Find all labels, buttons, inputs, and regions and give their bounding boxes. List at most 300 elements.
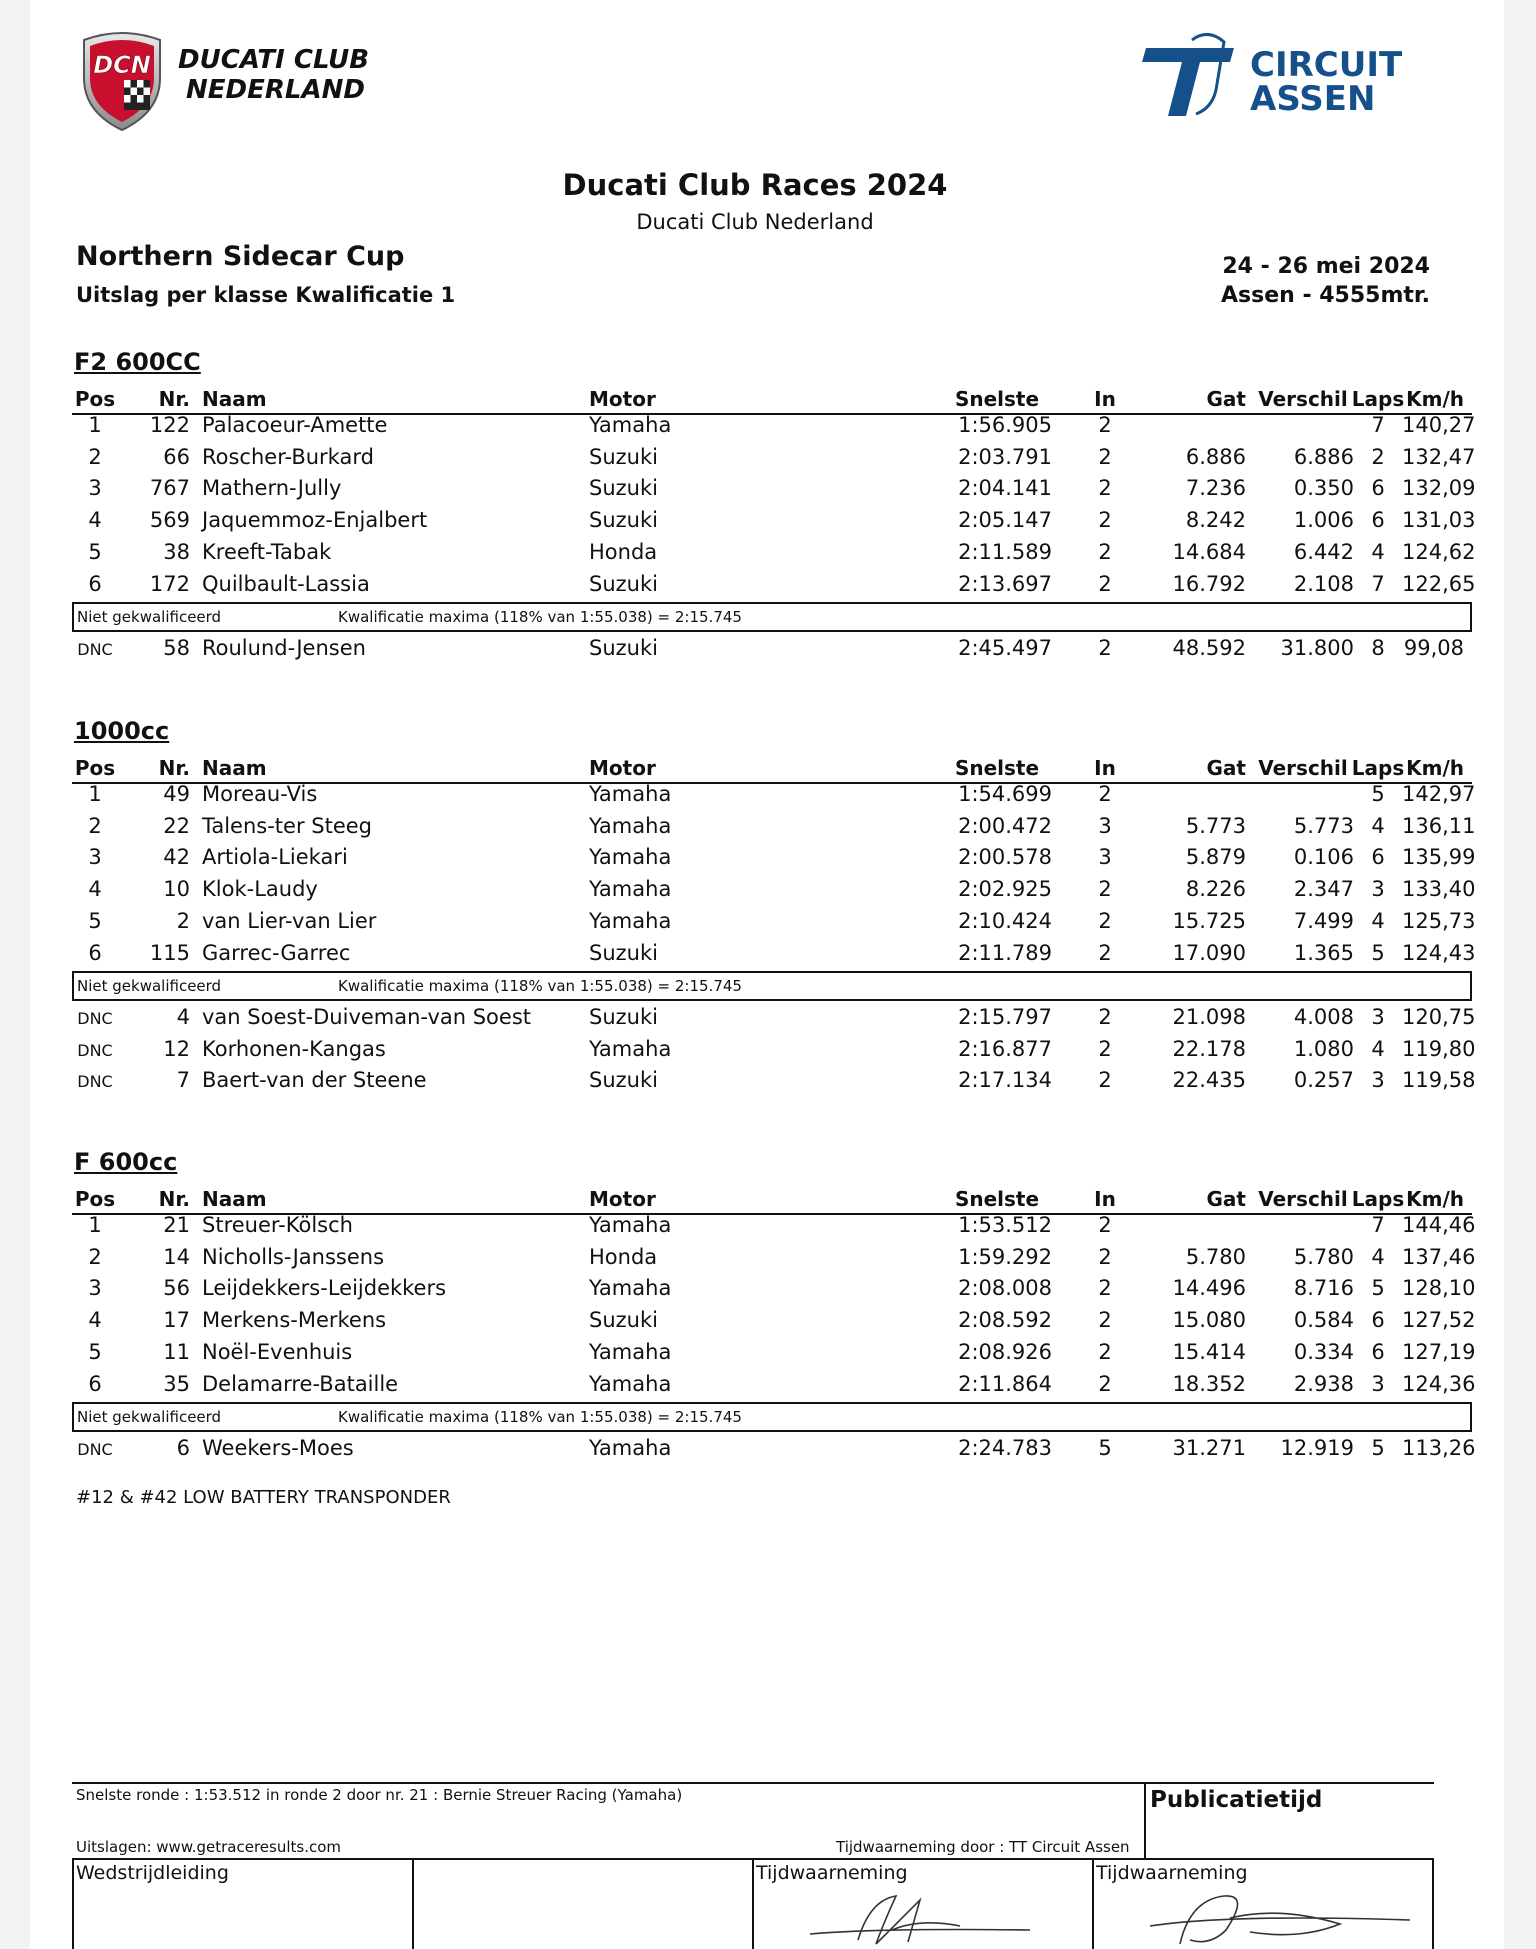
row-nr: 17	[163, 1308, 190, 1333]
row-verschil: 7.499	[1293, 908, 1354, 933]
row-motor: Suzuki	[589, 508, 658, 533]
row-motor: Suzuki	[589, 636, 658, 660]
row-naam: Talens-ter Steeg	[202, 813, 372, 838]
table-row	[72, 940, 1476, 973]
row-naam: Merkens-Merkens	[202, 1308, 387, 1333]
row-pos: 6	[88, 1371, 102, 1396]
row-in: 2	[1098, 636, 1112, 660]
event-title: Ducati Club Races 2024	[562, 168, 948, 202]
row-nr: 569	[149, 508, 190, 533]
row-motor: Yamaha	[589, 908, 672, 933]
col-verschil: Verschil	[1258, 387, 1348, 411]
footer-top-rule	[72, 1782, 1434, 1784]
row-gat: 22.178	[1172, 1036, 1246, 1061]
row-pos: 2	[88, 1244, 102, 1269]
row-gat: 31.271	[1172, 1436, 1246, 1460]
row-pos: 4	[88, 508, 102, 533]
row-in: 2	[1098, 508, 1112, 533]
row-nr: 35	[163, 1371, 190, 1396]
row-pos: 5	[88, 908, 102, 933]
row-snelste: 2:16.877	[958, 1036, 1052, 1061]
row-in: 2	[1098, 782, 1112, 806]
row-in: 3	[1098, 813, 1112, 838]
row-gat: 21.098	[1172, 1005, 1246, 1029]
col-gat: Gat	[1206, 387, 1246, 411]
row-pos: 4	[88, 1308, 102, 1333]
row-naam: van Lier-van Lier	[202, 908, 377, 933]
row-snelste: 2:11.589	[958, 539, 1052, 564]
table-row	[72, 413, 1476, 445]
row-motor: Suzuki	[589, 1005, 658, 1029]
row-motor: Yamaha	[589, 413, 672, 437]
row-pos: DNC	[77, 1072, 113, 1092]
row-kmh: 122,65	[1402, 571, 1476, 596]
table-row	[72, 1308, 1476, 1340]
row-kmh: 133,40	[1402, 877, 1476, 902]
row-laps: 4	[1371, 1036, 1385, 1061]
row-naam: Kreeft-Tabak	[202, 539, 332, 564]
row-laps: 6	[1371, 845, 1385, 870]
row-pos: 6	[88, 571, 102, 596]
row-motor: Suzuki	[589, 476, 658, 501]
row-laps: 8	[1371, 636, 1385, 660]
box-wedstrijdleiding: Wedstrijdleiding	[76, 1862, 229, 1884]
row-kmh: 140,27	[1402, 413, 1476, 437]
row-snelste: 2:05.147	[958, 508, 1052, 533]
row-verschil: 5.780	[1293, 1244, 1354, 1269]
row-gat: 15.080	[1172, 1308, 1246, 1333]
dcn-line1: DUCATI CLUB	[178, 45, 370, 75]
row-kmh: 124,36	[1402, 1371, 1476, 1396]
table-row	[72, 1005, 1476, 1037]
col-naam: Naam	[202, 756, 267, 780]
row-kmh: 142,97	[1402, 782, 1476, 806]
col-naam: Naam	[202, 1187, 267, 1211]
results-url: Uitslagen: www.getraceresults.com	[76, 1838, 341, 1856]
tt-circuit-assen-logo	[1138, 28, 1440, 124]
row-laps: 5	[1371, 940, 1385, 965]
col-verschil: Verschil	[1258, 756, 1348, 780]
row-verschil: 0.257	[1293, 1068, 1354, 1093]
results-page	[30, 0, 1504, 1949]
row-pos: 5	[88, 539, 102, 564]
row-kmh: 144,46	[1402, 1213, 1476, 1237]
table-row	[72, 877, 1476, 909]
not-qualified-bar	[72, 971, 1472, 1001]
row-motor: Yamaha	[589, 782, 672, 806]
row-kmh: 132,09	[1402, 476, 1476, 501]
ducati-club-logo	[74, 28, 404, 132]
nq-label: Niet gekwalificeerd	[77, 977, 222, 995]
row-laps: 3	[1371, 1005, 1385, 1029]
col-kmh: Km/h	[1406, 756, 1464, 780]
dcn-badge-text: DCN	[93, 51, 151, 79]
row-gat: 18.352	[1172, 1371, 1246, 1396]
timing-by: Tijdwaarneming door : TT Circuit Assen	[836, 1838, 1130, 1856]
nq-label: Niet gekwalificeerd	[77, 608, 222, 626]
col-snelste: Snelste	[954, 1187, 1040, 1211]
row-pos: 3	[88, 476, 102, 501]
row-motor: Yamaha	[589, 813, 672, 838]
sign-box-line	[752, 1858, 754, 1949]
nq-label: Niet gekwalificeerd	[77, 1408, 222, 1426]
tt-line1: CIRCUIT	[1250, 45, 1403, 85]
class-title: F 600cc	[74, 1148, 178, 1176]
row-snelste: 2:08.008	[958, 1276, 1052, 1301]
row-snelste: 2:00.578	[958, 845, 1052, 870]
row-in: 2	[1098, 1068, 1112, 1093]
row-nr: 172	[149, 571, 190, 596]
nq-max: Kwalificatie maxima (118% van 1:55.038) = 2:15.745	[338, 608, 742, 626]
row-naam: Quilbault-Lassia	[202, 571, 370, 596]
col-snelste: Snelste	[954, 387, 1040, 411]
not-qualified-bar	[72, 1402, 1472, 1432]
row-motor: Yamaha	[589, 877, 672, 902]
row-motor: Suzuki	[589, 940, 658, 965]
row-laps: 4	[1371, 908, 1385, 933]
table-row	[72, 1276, 1476, 1308]
row-in: 2	[1098, 1036, 1112, 1061]
row-pos: 5	[88, 1339, 102, 1364]
row-motor: Honda	[589, 1244, 658, 1269]
table-row	[72, 444, 1476, 477]
publication-time-label: Publicatietijd	[1150, 1787, 1323, 1813]
row-motor: Yamaha	[589, 1213, 672, 1237]
row-kmh: 128,10	[1402, 1276, 1476, 1301]
col-gat: Gat	[1206, 1187, 1246, 1211]
row-naam: Klok-Laudy	[202, 877, 318, 902]
row-naam: Palacoeur-Amette	[202, 413, 388, 437]
row-motor: Yamaha	[589, 845, 672, 870]
row-kmh: 113,26	[1402, 1436, 1476, 1460]
row-verschil: 6.442	[1293, 539, 1354, 564]
footer-divider	[1144, 1782, 1146, 1860]
transponder-note: #12 & #42 LOW BATTERY TRANSPONDER	[76, 1487, 451, 1508]
row-pos: 1	[88, 413, 102, 437]
row-gat: 15.414	[1172, 1339, 1246, 1364]
row-gat: 5.780	[1185, 1244, 1246, 1269]
table-row	[72, 1436, 1476, 1468]
col-gat: Gat	[1206, 756, 1246, 780]
row-verschil: 4.008	[1293, 1005, 1354, 1029]
table-row	[72, 1068, 1476, 1100]
row-laps: 7	[1371, 571, 1385, 596]
row-verschil: 6.886	[1293, 444, 1354, 469]
class-title: 1000cc	[74, 717, 170, 745]
row-pos: 2	[88, 813, 102, 838]
row-pos: 4	[88, 877, 102, 902]
row-laps: 6	[1371, 1308, 1385, 1333]
row-gat: 5.773	[1185, 813, 1246, 838]
row-verschil: 12.919	[1280, 1436, 1354, 1460]
col-pos: Pos	[74, 756, 116, 780]
table-row	[72, 845, 1476, 877]
row-kmh: 137,46	[1402, 1244, 1476, 1269]
row-snelste: 1:53.512	[958, 1213, 1052, 1237]
class-title: F2 600CC	[74, 348, 201, 376]
row-naam: Jaquemmoz-Enjalbert	[202, 508, 428, 533]
row-snelste: 2:11.789	[958, 940, 1052, 965]
row-nr: 767	[149, 476, 190, 501]
row-nr: 22	[163, 813, 190, 838]
col-nr: Nr.	[158, 1187, 190, 1211]
row-nr: 12	[163, 1036, 190, 1061]
sign-box-line	[1432, 1858, 1434, 1949]
row-gat: 7.236	[1185, 476, 1246, 501]
table-row	[72, 539, 1476, 572]
row-in: 2	[1098, 1276, 1112, 1301]
nq-max: Kwalificatie maxima (118% van 1:55.038) = 2:15.745	[338, 977, 742, 995]
row-laps: 2	[1371, 444, 1385, 469]
row-gat: 6.886	[1185, 444, 1246, 469]
col-laps: Laps	[1351, 756, 1405, 780]
row-laps: 4	[1371, 539, 1385, 564]
column-header	[72, 1187, 1472, 1215]
row-snelste: 2:08.926	[958, 1339, 1052, 1364]
row-verschil: 0.584	[1293, 1308, 1354, 1333]
row-nr: 122	[149, 413, 190, 437]
table-row	[72, 1244, 1476, 1277]
row-verschil: 8.716	[1293, 1276, 1354, 1301]
row-in: 3	[1098, 845, 1112, 870]
signature-timing-2	[1130, 1870, 1430, 1949]
row-in: 2	[1098, 1005, 1112, 1029]
row-gat: 48.592	[1172, 636, 1246, 660]
row-kmh: 131,03	[1402, 508, 1476, 533]
row-snelste: 2:24.783	[958, 1436, 1052, 1460]
row-kmh: 127,52	[1402, 1308, 1476, 1333]
row-kmh: 99,08	[1403, 636, 1464, 660]
row-verschil: 5.773	[1293, 813, 1354, 838]
row-nr: 11	[163, 1339, 190, 1364]
row-verschil: 0.334	[1293, 1339, 1354, 1364]
row-gat: 5.879	[1185, 845, 1246, 870]
row-verschil: 1.365	[1293, 940, 1354, 965]
row-kmh: 119,58	[1402, 1068, 1476, 1093]
col-in: In	[1094, 1187, 1116, 1211]
col-motor: Motor	[589, 1187, 656, 1211]
sign-box-line	[1092, 1858, 1094, 1949]
row-snelste: 2:10.424	[958, 908, 1052, 933]
tt-line2: ASSEN	[1250, 79, 1376, 119]
row-naam: Artiola-Liekari	[202, 845, 348, 870]
col-nr: Nr.	[158, 756, 190, 780]
row-naam: Delamarre-Bataille	[202, 1371, 399, 1396]
row-motor: Honda	[589, 539, 658, 564]
row-naam: Streuer-Kölsch	[202, 1213, 353, 1237]
row-pos: 6	[88, 940, 102, 965]
row-verschil: 31.800	[1280, 636, 1354, 660]
row-in: 2	[1098, 476, 1112, 501]
table-row	[72, 813, 1476, 846]
row-naam: Korhonen-Kangas	[202, 1036, 386, 1061]
table-row	[72, 636, 1472, 668]
row-pos: DNC	[77, 1009, 113, 1028]
box-tijdwaarneming-2: Tijdwaarneming	[1096, 1862, 1248, 1884]
event-date: 24 - 26 mei 2024	[1222, 254, 1430, 279]
row-snelste: 1:59.292	[958, 1244, 1052, 1269]
row-nr: 21	[163, 1213, 190, 1237]
col-motor: Motor	[589, 756, 656, 780]
row-verschil: 2.108	[1293, 571, 1354, 596]
row-laps: 4	[1371, 813, 1385, 838]
row-in: 2	[1098, 444, 1112, 469]
row-gat: 22.435	[1172, 1068, 1246, 1093]
table-row	[72, 508, 1476, 540]
row-snelste: 2:13.697	[958, 571, 1052, 596]
column-header	[72, 756, 1472, 784]
row-kmh: 119,80	[1402, 1036, 1476, 1061]
row-kmh: 125,73	[1402, 908, 1476, 933]
col-kmh: Km/h	[1406, 1187, 1464, 1211]
row-naam: Roulund-Jensen	[202, 636, 366, 660]
col-in: In	[1094, 756, 1116, 780]
row-laps: 5	[1371, 782, 1385, 806]
row-laps: 3	[1371, 1068, 1385, 1093]
row-verschil: 2.938	[1293, 1371, 1354, 1396]
row-in: 2	[1098, 940, 1112, 965]
row-naam: van Soest-Duiveman-van Soest	[202, 1005, 531, 1029]
row-snelste: 2:45.497	[958, 636, 1052, 660]
row-motor: Yamaha	[589, 1036, 672, 1061]
row-nr: 66	[163, 444, 190, 469]
row-kmh: 124,62	[1402, 539, 1476, 564]
row-in: 2	[1098, 1339, 1112, 1364]
table-row	[72, 571, 1476, 604]
row-pos: 3	[88, 845, 102, 870]
row-verschil: 2.347	[1293, 877, 1354, 902]
table-row	[72, 476, 1476, 508]
row-nr: 2	[176, 908, 190, 933]
row-naam: Mathern-Jully	[202, 476, 342, 501]
row-laps: 4	[1371, 1244, 1385, 1269]
table-row	[72, 908, 1476, 941]
row-verschil: 1.006	[1293, 508, 1354, 533]
row-in: 2	[1098, 1244, 1112, 1269]
row-nr: 58	[163, 636, 190, 660]
row-naam: Leijdekkers-Leijdekkers	[202, 1276, 447, 1301]
row-snelste: 2:00.472	[958, 813, 1052, 838]
row-snelste: 1:56.905	[958, 413, 1052, 437]
row-naam: Weekers-Moes	[202, 1436, 354, 1460]
row-in: 2	[1098, 413, 1112, 437]
series-title: Northern Sidecar Cup	[76, 241, 405, 272]
row-laps: 6	[1371, 476, 1385, 501]
row-nr: 115	[149, 940, 190, 965]
row-naam: Roscher-Burkard	[202, 444, 374, 469]
nq-max: Kwalificatie maxima (118% van 1:55.038) = 2:15.745	[338, 1408, 742, 1426]
col-laps: Laps	[1351, 1187, 1405, 1211]
col-kmh: Km/h	[1406, 387, 1464, 411]
row-pos: 2	[88, 444, 102, 469]
table-row	[72, 1213, 1476, 1245]
row-naam: Baert-van der Steene	[202, 1068, 427, 1093]
row-verschil: 0.350	[1293, 476, 1354, 501]
row-naam: Moreau-Vis	[202, 782, 318, 806]
row-nr: 42	[163, 845, 190, 870]
row-gat: 15.725	[1172, 908, 1246, 933]
row-kmh: 120,75	[1402, 1005, 1476, 1029]
row-in: 2	[1098, 1213, 1112, 1237]
row-gat: 8.242	[1185, 508, 1246, 533]
row-laps: 6	[1371, 508, 1385, 533]
col-motor: Motor	[589, 387, 656, 411]
signature-timing-1	[800, 1870, 1070, 1949]
row-in: 2	[1098, 1371, 1112, 1396]
row-laps: 6	[1371, 1339, 1385, 1364]
row-nr: 56	[163, 1276, 190, 1301]
row-motor: Yamaha	[589, 1436, 672, 1460]
row-nr: 6	[176, 1436, 190, 1460]
row-snelste: 2:04.141	[958, 476, 1052, 501]
row-motor: Yamaha	[589, 1371, 672, 1396]
row-gat: 17.090	[1172, 940, 1246, 965]
table-row	[72, 1036, 1476, 1069]
col-pos: Pos	[74, 1187, 116, 1211]
row-snelste: 2:17.134	[958, 1068, 1052, 1093]
row-verschil: 1.080	[1293, 1036, 1354, 1061]
event-venue: Assen - 4555mtr.	[1221, 283, 1430, 308]
row-kmh: 127,19	[1402, 1339, 1476, 1364]
row-kmh: 136,11	[1402, 813, 1476, 838]
row-naam: Garrec-Garrec	[202, 940, 351, 965]
row-kmh: 132,47	[1402, 444, 1476, 469]
row-verschil: 0.106	[1293, 845, 1354, 870]
row-nr: 49	[163, 782, 190, 806]
row-pos: DNC	[77, 1440, 113, 1459]
row-naam: Nicholls-Janssens	[202, 1244, 385, 1269]
event-organizer: Ducati Club Nederland	[636, 210, 874, 234]
box-tijdwaarneming-1: Tijdwaarneming	[756, 1862, 908, 1884]
row-pos: 3	[88, 1276, 102, 1301]
row-snelste: 2:02.925	[958, 877, 1052, 902]
col-laps: Laps	[1351, 387, 1405, 411]
row-naam: Noël-Evenhuis	[202, 1339, 353, 1364]
row-pos: 1	[88, 1213, 102, 1237]
not-qualified-bar	[72, 602, 1472, 632]
dcn-line2: NEDERLAND	[186, 75, 365, 105]
row-in: 5	[1098, 1436, 1112, 1460]
row-gat: 14.684	[1172, 539, 1246, 564]
row-snelste: 2:03.791	[958, 444, 1052, 469]
row-laps: 5	[1371, 1276, 1385, 1301]
col-snelste: Snelste	[954, 756, 1040, 780]
row-in: 2	[1098, 539, 1112, 564]
col-in: In	[1094, 387, 1116, 411]
row-nr: 10	[163, 877, 190, 902]
row-snelste: 2:15.797	[958, 1005, 1052, 1029]
row-snelste: 2:11.864	[958, 1371, 1052, 1396]
row-laps: 3	[1371, 877, 1385, 902]
row-laps: 3	[1371, 1371, 1385, 1396]
col-verschil: Verschil	[1258, 1187, 1348, 1211]
row-kmh: 124,43	[1402, 940, 1476, 965]
row-pos: DNC	[77, 640, 113, 659]
column-header	[72, 387, 1472, 415]
row-motor: Suzuki	[589, 1068, 658, 1093]
row-motor: Suzuki	[589, 571, 658, 596]
table-row	[72, 782, 1476, 814]
row-snelste: 1:54.699	[958, 782, 1052, 806]
row-nr: 14	[163, 1244, 190, 1269]
row-nr: 7	[176, 1068, 190, 1093]
row-snelste: 2:08.592	[958, 1308, 1052, 1333]
row-pos: 1	[88, 782, 102, 806]
row-in: 2	[1098, 1308, 1112, 1333]
row-gat: 8.226	[1185, 877, 1246, 902]
row-laps: 5	[1371, 1436, 1385, 1460]
row-laps: 7	[1371, 1213, 1385, 1237]
